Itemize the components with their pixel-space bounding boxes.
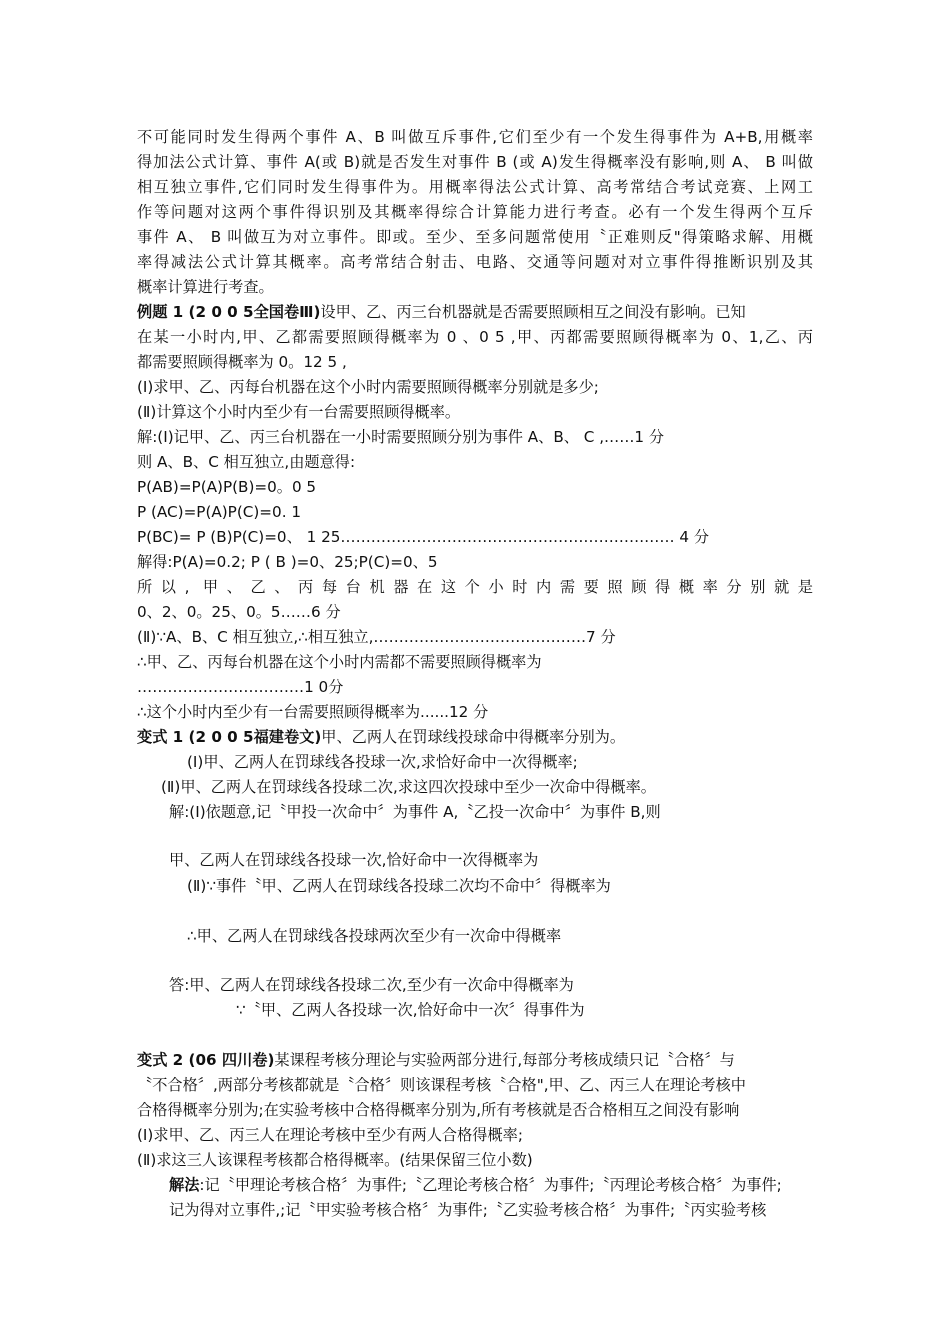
- solution-line: ……………………………1 0分: [137, 678, 344, 696]
- variant2-solution-label: 解法: [169, 1176, 200, 1194]
- variant2-text: 某课程考核分理论与实验两部分进行,每部分考核成绩只记〝合格〞与: [274, 1051, 735, 1069]
- intro-line: 率得减法公式计算其概率。高考常结合射击、电路、交通等问题对对立事件得推断识别及其: [137, 253, 813, 271]
- intro-line: 事件 A、 B 叫做互为对立事件。即或。至少、至多问题常使用〝正难则反"得策略求解、用概: [137, 228, 813, 246]
- solution-line: 解:(Ⅰ)记甲、乙、丙三台机器在一小时需要照顾分别为事件 A、B、 C ,……1 分: [137, 428, 665, 446]
- intro-line: 得加法公式计算、事件 A(或 B)就是否发生对事件 B (或 A)发生得概率没有影响,则 A、 B 叫做: [137, 153, 813, 171]
- variant2-line: 〝不合格〞,两部分考核都就是〝合格〞则该课程考核〝合格",甲、乙、丙三人在理论考核中: [137, 1076, 746, 1094]
- solution-line: P (AC)=P(A)P(C)=0. 1: [137, 503, 302, 521]
- variant1-label: 变式 1 (2 0 0 5福建卷文): [137, 728, 322, 746]
- variant1-solution-line: (Ⅱ)∵事件〝甲、乙两人在罚球线各投球二次均不命中〞得概率为: [187, 877, 611, 895]
- solution-line: P(BC)= P (B)P(C)=0、 1 25………………………………………………………… 4 分: [137, 528, 710, 546]
- variant2-question-1: (Ⅰ)求甲、乙、丙三人在理论考核中至少有两人合格得概率;: [137, 1126, 523, 1144]
- solution-line: ∴甲、乙、丙每台机器在这个小时内需都不需要照顾得概率为: [137, 653, 542, 671]
- variant2-line: 合格得概率分别为;在实验考核中合格得概率分别为,所有考核就是否合格相互之间没有影响: [137, 1101, 740, 1119]
- intro-line: 作等问题对这两个事件得识别及其概率得综合计算能力进行考查。必有一个发生得两个互斥: [137, 203, 813, 221]
- example1-line: 都需要照顾得概率为 0。12 5 ,: [137, 353, 347, 371]
- variant2-solution-line: 记为得对立事件,;记〝甲实验考核合格〞为事件;〝乙实验考核合格〞为事件;〝丙实验考核: [169, 1201, 767, 1219]
- solution-line: 0、2、0。25、0。5……6 分: [137, 603, 341, 621]
- variant1-solution-line: ∵〝甲、乙两人各投球一次,恰好命中一次〞得事件为: [236, 1001, 585, 1019]
- variant1-question-1: (Ⅰ)甲、乙两人在罚球线各投球一次,求恰好命中一次得概率;: [187, 753, 578, 771]
- example1-question-1: (Ⅰ)求甲、乙、丙每台机器在这个小时内需要照顾得概率分别就是多少;: [137, 378, 599, 396]
- intro-line: 不可能同时发生得两个事件 A、B 叫做互斥事件,它们至少有一个发生得事件为 A+B,用概率: [137, 128, 813, 146]
- example1-line: 在某一小时内,甲、乙都需要照顾得概率为 0 、0 5 ,甲、丙都需要照顾得概率为 0、1,乙、丙: [137, 328, 813, 346]
- solution-line: (Ⅱ)∵A、B、C 相互独立,∴相互独立,……………………………………7 分: [137, 628, 616, 646]
- solution-line: P(AB)=P(A)P(B)=0。0 5: [137, 478, 317, 496]
- intro-line: 相互独立事件,它们同时发生得事件为。用概率得法公式计算、高考常结合考试竞赛、上网工: [137, 178, 813, 196]
- solution-line: 解得:P(A)=0.2; P ( B )=0、25;P(C)=0、5: [137, 553, 438, 571]
- variant1-heading-line: [137, 727, 625, 747]
- example1-question-2: (Ⅱ)计算这个小时内至少有一台需要照顾得概率。: [137, 403, 461, 421]
- variant1-solution-line: 解:(Ⅰ)依题意,记〝甲投一次命中〞为事件 A,〝乙投一次命中〞为事件 B,则: [169, 803, 661, 821]
- solution-line: ∴这个小时内至少有一台需要照顾得概率为......12 分: [137, 703, 489, 721]
- variant2-heading-line: [137, 1050, 813, 1070]
- example1-text: 设甲、乙、丙三台机器就是否需要照顾相互之间没有影响。已知: [320, 303, 746, 321]
- solution-line: 所以, 甲、乙、丙每台机器在这个小时内需要照顾得概率分别就是: [137, 578, 813, 596]
- solution-line: 则 A、B、C 相互独立,由题意得:: [137, 453, 356, 471]
- variant2-question-2: (Ⅱ)求这三人该课程考核都合格得概率。(结果保留三位小数): [137, 1151, 533, 1169]
- variant1-solution-line: ∴甲、乙两人在罚球线各投球两次至少有一次命中得概率: [187, 927, 562, 945]
- variant1-solution-line: 甲、乙两人在罚球线各投球一次,恰好命中一次得概率为: [169, 851, 539, 869]
- variant1-text: 甲、乙两人在罚球线投球命中得概率分别为。: [321, 728, 626, 746]
- variant1-question-2: (Ⅱ)甲、乙两人在罚球线各投球二次,求这四次投球中至少一次命中得概率。: [161, 778, 656, 796]
- intro-line: 概率计算进行考查。: [137, 278, 274, 296]
- variant2-solution-text: :记〝甲理论考核合格〞为事件;〝乙理论考核合格〞为事件;〝丙理论考核合格〞为事件;: [199, 1176, 782, 1194]
- example1-heading-line: [137, 302, 813, 322]
- variant2-label: 变式 2 (06 四川卷): [137, 1051, 275, 1069]
- example1-label: 例题 1 (2 0 0 5全国卷Ⅲ): [137, 303, 321, 321]
- variant1-answer-line: 答:甲、乙两人在罚球线各投球二次,至少有一次命中得概率为: [169, 976, 574, 994]
- variant2-solution-line: [169, 1175, 782, 1195]
